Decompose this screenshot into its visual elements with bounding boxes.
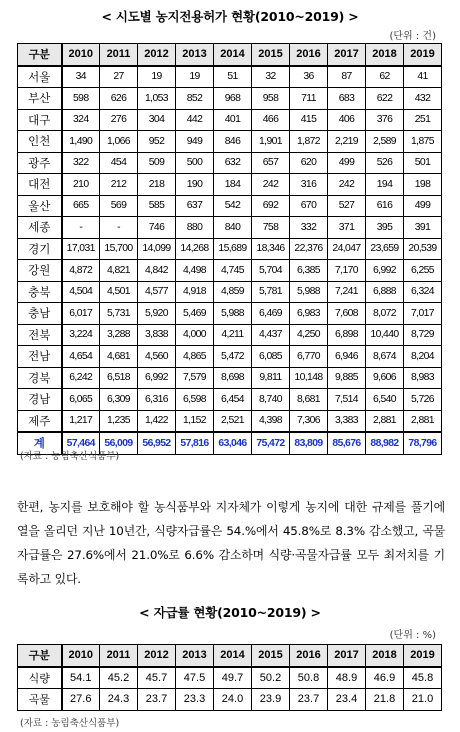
data-cell: 4,000 [176, 324, 214, 346]
data-cell: 501 [404, 152, 442, 174]
data-cell: 62 [366, 66, 404, 88]
region-row [18, 152, 442, 174]
header-year: 2010 [62, 44, 100, 66]
region-row [18, 238, 442, 260]
data-cell: 50.2 [252, 667, 290, 689]
data-cell: 316 [290, 174, 328, 196]
row-label: 인천 [18, 131, 62, 153]
data-cell: 57,816 [176, 432, 214, 454]
data-cell: 1,066 [100, 131, 138, 153]
data-cell: 2,881 [404, 410, 442, 432]
data-cell: 500 [176, 152, 214, 174]
header-year: 2012 [138, 645, 176, 667]
region-row [18, 174, 442, 196]
data-cell: 6,898 [328, 324, 366, 346]
data-cell: 6,598 [176, 389, 214, 411]
data-cell: 454 [100, 152, 138, 174]
data-cell: 415 [290, 109, 328, 131]
header-year: 2016 [290, 44, 328, 66]
data-cell: 6,518 [100, 367, 138, 389]
data-cell: 7,514 [328, 389, 366, 411]
data-cell: 6,469 [252, 303, 290, 325]
data-cell: 4,681 [100, 346, 138, 368]
data-cell: 371 [328, 217, 366, 239]
data-cell: 880 [176, 217, 214, 239]
header-year: 2015 [252, 645, 290, 667]
row-label: 울산 [18, 195, 62, 217]
region-row [18, 346, 442, 368]
data-cell: 7,017 [404, 303, 442, 325]
data-cell: 17,031 [62, 238, 100, 260]
data-cell: 41 [404, 66, 442, 88]
data-cell: 4,577 [138, 281, 176, 303]
data-cell: 23.7 [138, 689, 176, 711]
data-cell: 10,440 [366, 324, 404, 346]
data-cell: 6,454 [214, 389, 252, 411]
data-cell: 27 [100, 66, 138, 88]
data-cell: 2,219 [328, 131, 366, 153]
data-cell: 585 [138, 195, 176, 217]
data-cell: 4,872 [62, 260, 100, 282]
data-cell: 49.7 [214, 667, 252, 689]
body-paragraph: 한편, 농지를 보호해야 할 농식품부와 지자체가 이렇게 농지에 대한 규제를 풀기에 열을 올리던 지난 10년간, 식량자급률은 54.%에서 45.8%로 8.3% 감소했고, 곡물자급률은 27.6%에서 21.0%로 6.6% 감소하며 식량·곡물자급률 모두 최저치를 기록하고 있다. [17, 500, 445, 586]
data-cell: 4,250 [290, 324, 328, 346]
data-cell: 276 [100, 109, 138, 131]
row-label: 강원 [18, 260, 62, 282]
data-cell: 4,398 [252, 410, 290, 432]
data-cell: 24.0 [214, 689, 252, 711]
data-cell: 75,472 [252, 432, 290, 454]
data-cell: 24,047 [328, 238, 366, 260]
data-cell: 526 [366, 152, 404, 174]
data-cell: 637 [176, 195, 214, 217]
data-cell: 47.5 [176, 667, 214, 689]
data-cell: 692 [252, 195, 290, 217]
data-cell: 5,726 [404, 389, 442, 411]
data-cell: 711 [290, 88, 328, 110]
row-label: 세종 [18, 217, 62, 239]
row-label: 식량 [18, 667, 62, 689]
data-cell: 18,346 [252, 238, 290, 260]
data-cell: 6,085 [252, 346, 290, 368]
data-cell: 57,464 [62, 432, 100, 454]
data-cell: 626 [100, 88, 138, 110]
data-cell: 968 [214, 88, 252, 110]
data-cell: 746 [138, 217, 176, 239]
region-row [18, 195, 442, 217]
table1-source: (자료 : 농림축산식품부) [20, 451, 120, 462]
data-cell: 184 [214, 174, 252, 196]
data-cell: 2,881 [366, 410, 404, 432]
data-cell: 3,383 [328, 410, 366, 432]
header-category: 구분 [18, 44, 62, 66]
data-cell: 9,606 [366, 367, 404, 389]
data-cell: 198 [404, 174, 442, 196]
data-cell: 251 [404, 109, 442, 131]
data-cell: 15,689 [214, 238, 252, 260]
data-cell: 958 [252, 88, 290, 110]
data-cell: 23.9 [252, 689, 290, 711]
data-cell: 7,579 [176, 367, 214, 389]
data-cell: 4,560 [138, 346, 176, 368]
region-row [18, 281, 442, 303]
data-cell: 1,422 [138, 410, 176, 432]
region-row [18, 66, 442, 88]
data-cell: 509 [138, 152, 176, 174]
header-year: 2015 [252, 44, 290, 66]
data-cell: 6,770 [290, 346, 328, 368]
data-cell: 32 [252, 66, 290, 88]
data-cell: 4,918 [176, 281, 214, 303]
data-cell: 6,992 [366, 260, 404, 282]
data-cell: 27.6 [62, 689, 100, 711]
data-cell: 1,901 [252, 131, 290, 153]
region-row [18, 367, 442, 389]
data-cell: 85,676 [328, 432, 366, 454]
data-cell: 6,992 [138, 367, 176, 389]
header-year: 2011 [100, 44, 138, 66]
data-cell: 4,821 [100, 260, 138, 282]
header-year: 2017 [328, 44, 366, 66]
data-cell: 24.3 [100, 689, 138, 711]
data-cell: 6,540 [366, 389, 404, 411]
header-category: 구분 [18, 645, 62, 667]
data-cell: 9,885 [328, 367, 366, 389]
table2-title: < 자급률 현황(2010~2019) > [139, 605, 321, 620]
rate-row [18, 667, 442, 689]
row-label: 경북 [18, 367, 62, 389]
table1-unit: (단위 : 건) [389, 31, 436, 42]
data-cell: 6,946 [328, 346, 366, 368]
data-cell: 8,983 [404, 367, 442, 389]
data-cell: 83,809 [290, 432, 328, 454]
data-cell: 51 [214, 66, 252, 88]
data-cell: 569 [100, 195, 138, 217]
data-cell: 19 [138, 66, 176, 88]
data-cell: 499 [328, 152, 366, 174]
data-cell: 6,065 [62, 389, 100, 411]
data-cell: 50.8 [290, 667, 328, 689]
data-cell: 20,539 [404, 238, 442, 260]
data-cell: 242 [252, 174, 290, 196]
data-cell: 670 [290, 195, 328, 217]
data-cell: 6,017 [62, 303, 100, 325]
data-cell: 6,316 [138, 389, 176, 411]
data-cell: 846 [214, 131, 252, 153]
data-cell: 1,053 [138, 88, 176, 110]
data-cell: 432 [404, 88, 442, 110]
data-cell: 8,729 [404, 324, 442, 346]
data-cell: 54.1 [62, 667, 100, 689]
data-cell: 23,659 [366, 238, 404, 260]
data-cell: 4,501 [100, 281, 138, 303]
row-label: 계 [18, 432, 62, 454]
data-cell: 657 [252, 152, 290, 174]
data-cell: 15,700 [100, 238, 138, 260]
row-label: 경남 [18, 389, 62, 411]
region-row [18, 260, 442, 282]
data-cell: 949 [176, 131, 214, 153]
data-cell: 6,385 [290, 260, 328, 282]
data-cell: 45.2 [100, 667, 138, 689]
region-row [18, 109, 442, 131]
data-cell: 6,242 [62, 367, 100, 389]
data-cell: 190 [176, 174, 214, 196]
table1-title: < 시도별 농지전용허가 현황(2010~2019) > [101, 9, 359, 24]
table2-unit: (단위 : %) [389, 630, 436, 641]
data-cell: 8,681 [290, 389, 328, 411]
data-cell: 6,983 [290, 303, 328, 325]
data-cell: 56,952 [138, 432, 176, 454]
data-cell: 527 [328, 195, 366, 217]
data-cell: 6,324 [404, 281, 442, 303]
data-cell: 840 [214, 217, 252, 239]
data-cell: 6,309 [100, 389, 138, 411]
data-cell: 622 [366, 88, 404, 110]
row-label: 전남 [18, 346, 62, 368]
header-year: 2016 [290, 645, 328, 667]
data-cell: 8,698 [214, 367, 252, 389]
data-cell: 4,859 [214, 281, 252, 303]
data-cell: 758 [252, 217, 290, 239]
row-label: 전북 [18, 324, 62, 346]
data-cell: 23.4 [328, 689, 366, 711]
header-year: 2019 [404, 645, 442, 667]
data-cell: 7,306 [290, 410, 328, 432]
data-cell: 8,072 [366, 303, 404, 325]
data-cell: 14,268 [176, 238, 214, 260]
data-cell: 324 [62, 109, 100, 131]
data-cell: 499 [404, 195, 442, 217]
data-cell: 8,204 [404, 346, 442, 368]
data-cell: 616 [366, 195, 404, 217]
data-cell: 466 [252, 109, 290, 131]
data-cell: 952 [138, 131, 176, 153]
data-cell: 3,224 [62, 324, 100, 346]
row-label: 광주 [18, 152, 62, 174]
data-cell: 395 [366, 217, 404, 239]
data-cell: 1,152 [176, 410, 214, 432]
data-cell: 332 [290, 217, 328, 239]
region-row [18, 88, 442, 110]
data-cell: 194 [366, 174, 404, 196]
data-cell: 23.7 [290, 689, 328, 711]
data-cell: 620 [290, 152, 328, 174]
data-cell: 1,490 [62, 131, 100, 153]
data-cell: 46.9 [366, 667, 404, 689]
header-year: 2018 [366, 645, 404, 667]
region-row [18, 410, 442, 432]
region-row [18, 389, 442, 411]
data-cell: 21.0 [404, 689, 442, 711]
data-cell: 5,920 [138, 303, 176, 325]
data-cell: 21.8 [366, 689, 404, 711]
data-cell: 304 [138, 109, 176, 131]
data-cell: 665 [62, 195, 100, 217]
data-cell: 10,148 [290, 367, 328, 389]
data-cell: 683 [328, 88, 366, 110]
data-cell: 1,872 [290, 131, 328, 153]
data-cell: 23.3 [176, 689, 214, 711]
data-cell: 45.8 [404, 667, 442, 689]
data-cell: 376 [366, 109, 404, 131]
data-cell: 6,255 [404, 260, 442, 282]
header-year: 2011 [100, 645, 138, 667]
data-cell: 1,217 [62, 410, 100, 432]
header-year: 2010 [62, 645, 100, 667]
data-cell: 63,046 [214, 432, 252, 454]
data-cell: 22,376 [290, 238, 328, 260]
data-cell: 391 [404, 217, 442, 239]
data-cell: 7,608 [328, 303, 366, 325]
data-cell: 4,211 [214, 324, 252, 346]
row-label: 부산 [18, 88, 62, 110]
data-cell: 5,469 [176, 303, 214, 325]
data-cell: 542 [214, 195, 252, 217]
data-cell: 598 [62, 88, 100, 110]
land-conversion-table [17, 43, 442, 455]
data-cell: 4,865 [176, 346, 214, 368]
rate-row [18, 689, 442, 711]
data-cell: - [100, 217, 138, 239]
data-cell: 5,988 [214, 303, 252, 325]
header-year: 2014 [214, 645, 252, 667]
data-cell: 8,740 [252, 389, 290, 411]
data-cell: 8,674 [366, 346, 404, 368]
region-row [18, 324, 442, 346]
row-label: 충남 [18, 303, 62, 325]
header-year: 2012 [138, 44, 176, 66]
header-year: 2013 [176, 44, 214, 66]
data-cell: 78,796 [404, 432, 442, 454]
data-cell: 322 [62, 152, 100, 174]
row-label: 대구 [18, 109, 62, 131]
data-cell: 5,781 [252, 281, 290, 303]
data-cell: 4,437 [252, 324, 290, 346]
data-cell: 3,288 [100, 324, 138, 346]
data-cell: 5,472 [214, 346, 252, 368]
header-year: 2018 [366, 44, 404, 66]
region-row [18, 131, 442, 153]
data-cell: 9,811 [252, 367, 290, 389]
data-cell: 4,842 [138, 260, 176, 282]
data-cell: 2,521 [214, 410, 252, 432]
data-cell: 1,235 [100, 410, 138, 432]
data-cell: 56,009 [100, 432, 138, 454]
region-row [18, 217, 442, 239]
data-cell: 3,838 [138, 324, 176, 346]
data-cell: 5,988 [290, 281, 328, 303]
data-cell: 210 [62, 174, 100, 196]
data-cell: 4,654 [62, 346, 100, 368]
data-cell: 48.9 [328, 667, 366, 689]
data-cell: 218 [138, 174, 176, 196]
data-cell: 4,504 [62, 281, 100, 303]
data-cell: 7,241 [328, 281, 366, 303]
header-year: 2019 [404, 44, 442, 66]
data-cell: - [62, 217, 100, 239]
data-cell: 34 [62, 66, 100, 88]
data-cell: 242 [328, 174, 366, 196]
header-year: 2014 [214, 44, 252, 66]
row-label: 곡물 [18, 689, 62, 711]
data-cell: 5,731 [100, 303, 138, 325]
data-cell: 401 [214, 109, 252, 131]
table2-source: (자료 : 농림축산식품부) [20, 718, 120, 729]
data-cell: 14,099 [138, 238, 176, 260]
data-cell: 632 [214, 152, 252, 174]
data-cell: 19 [176, 66, 214, 88]
data-cell: 2,589 [366, 131, 404, 153]
data-cell: 45.7 [138, 667, 176, 689]
region-row [18, 303, 442, 325]
header-year: 2013 [176, 645, 214, 667]
data-cell: 4,498 [176, 260, 214, 282]
data-cell: 7,170 [328, 260, 366, 282]
data-cell: 5,704 [252, 260, 290, 282]
row-label: 경기 [18, 238, 62, 260]
row-label: 서울 [18, 66, 62, 88]
data-cell: 6,888 [366, 281, 404, 303]
data-cell: 1,875 [404, 131, 442, 153]
data-cell: 442 [176, 109, 214, 131]
header-year: 2017 [328, 645, 366, 667]
data-cell: 212 [100, 174, 138, 196]
data-cell: 88,982 [366, 432, 404, 454]
row-label: 충북 [18, 281, 62, 303]
self-sufficiency-table [17, 644, 442, 711]
data-cell: 87 [328, 66, 366, 88]
data-cell: 4,745 [214, 260, 252, 282]
data-cell: 36 [290, 66, 328, 88]
row-label: 대전 [18, 174, 62, 196]
data-cell: 406 [328, 109, 366, 131]
row-label: 제주 [18, 410, 62, 432]
data-cell: 852 [176, 88, 214, 110]
